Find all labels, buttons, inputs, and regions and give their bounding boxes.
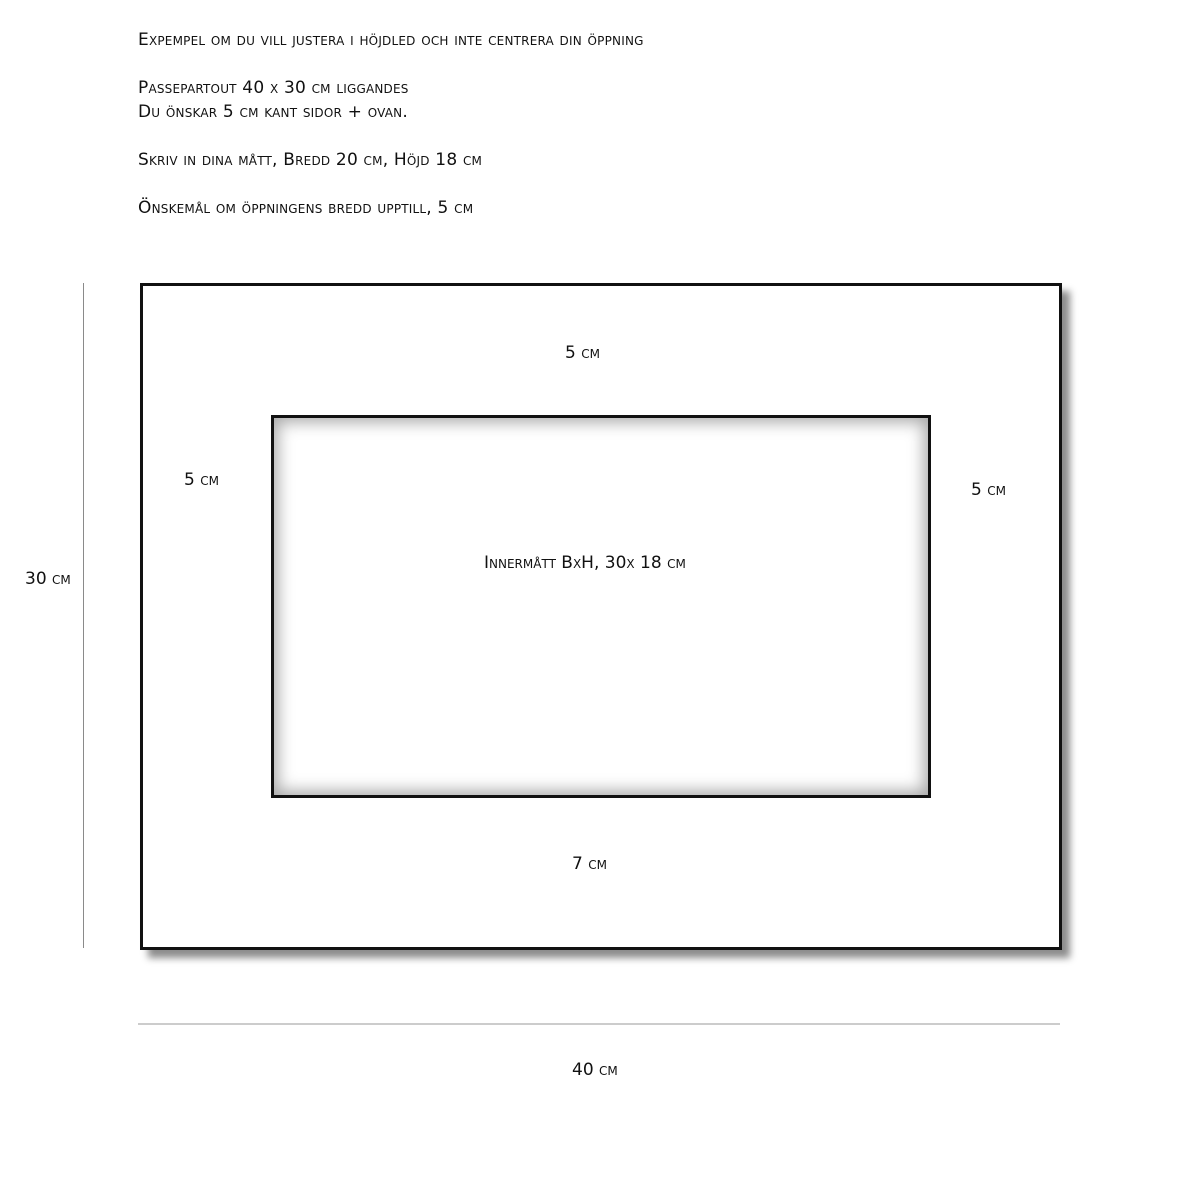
width-label: 40 cm: [572, 1060, 618, 1080]
intro-border-wish: Du önskar 5 cm kant sidor + ovan.: [138, 102, 408, 122]
top-margin-label: 5 cm: [565, 343, 600, 363]
passepartout-opening: [271, 415, 931, 798]
left-margin-label: 5 cm: [184, 470, 219, 490]
bottom-margin-label: 7 cm: [572, 854, 607, 874]
height-label: 30 cm: [25, 569, 71, 589]
right-margin-label: 5 cm: [971, 480, 1006, 500]
intro-top-width-wish: Önskemål om öppningens bredd upptill, 5 cm: [138, 198, 474, 218]
intro-heading: Expempel om du vill justera i höjdled och inte centrera din öppning: [138, 30, 644, 50]
intro-enter-measurements: Skriv in dina mått, Bredd 20 cm, Höjd 18 cm: [138, 150, 483, 170]
width-dimension-line: [138, 1023, 1060, 1025]
intro-mat-size: Passepartout 40 x 30 cm liggandes: [138, 78, 409, 98]
inner-dimension-label: Innermått BxH, 30x 18 cm: [484, 553, 686, 573]
height-dimension-line: [83, 283, 84, 948]
